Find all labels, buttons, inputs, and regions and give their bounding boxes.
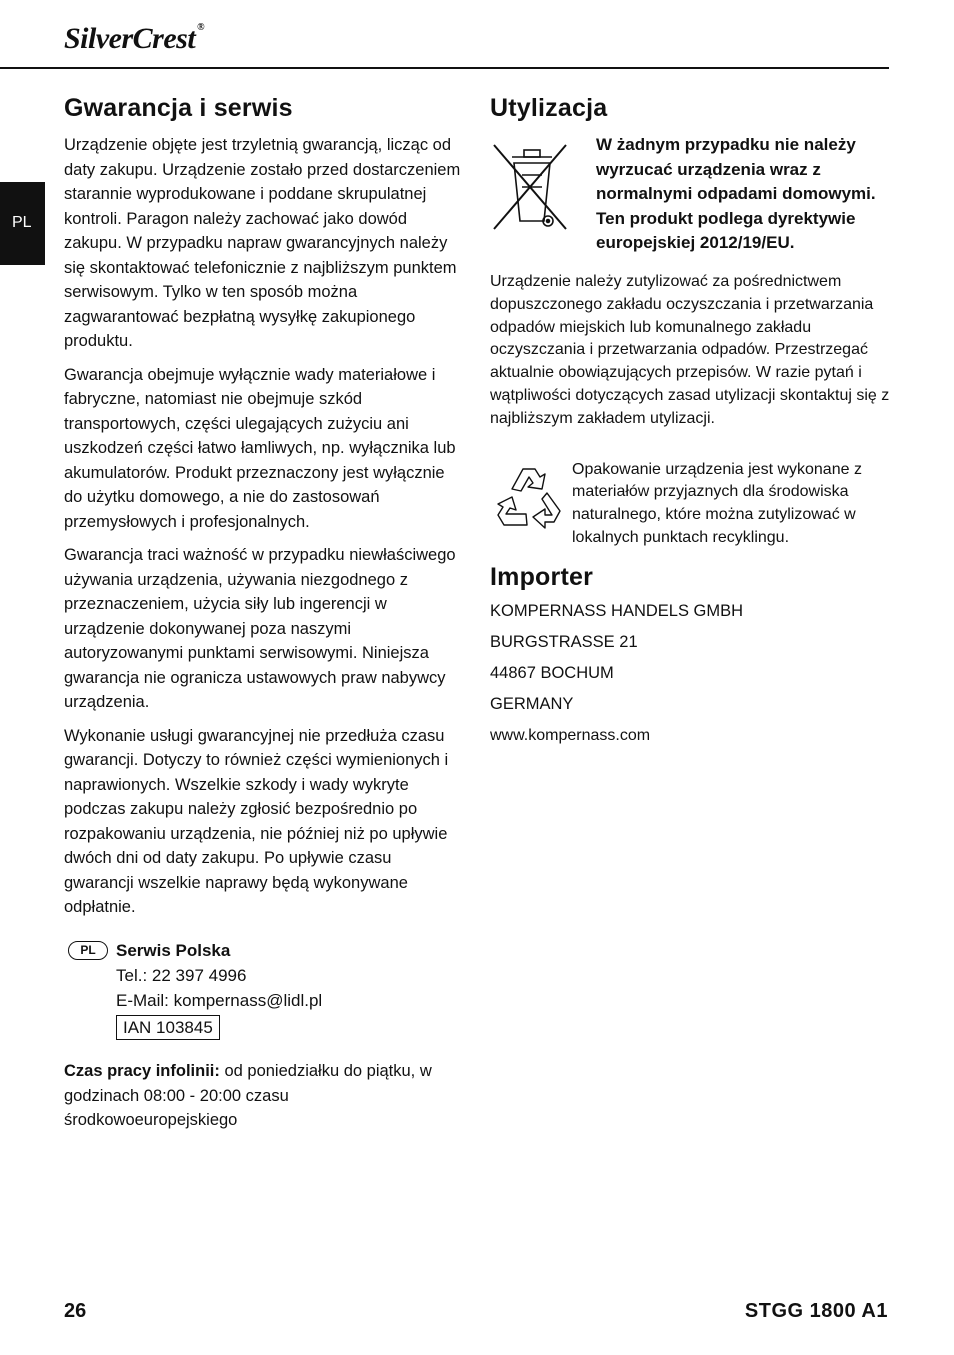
warranty-intro: Urządzenie objęte jest trzyletnią gwarancją, licząc od daty zakupu. Urządzenie zostało przed dostarczeniem starannie wyprodukowane i poddane skrupulatnej kontroli. Paragon należy zachować jako dowód zakupu. W przypadku napraw gwarancyjnych należy się skontaktować telefonicznie z najbliższym punktem serwisowym. Tylko w ten sposób można zagwarantować bezpłatną wysyłkę zakupionego produktu. (64, 136, 461, 350)
importer-section (490, 563, 890, 751)
warranty-paragraph-1: Gwarancja obejmuje wyłącznie wady materiałowe i fabryczne, natomiast nie obejmuje szkód transportowych, części ulegających zużyciu ani uszkodzeń części łatwo łamliwych, np. wyłącznika lub akumulatorów. Produkt przeznaczony jest wyłącznie do użytku domowego, a nie do zastosowań przemysłowych i profesjonalnych. (64, 365, 456, 531)
brand-logo (64, 22, 204, 56)
service-lines (116, 938, 456, 1040)
registered-mark: ® (197, 22, 205, 33)
packaging-text: Opakowanie urządzenia jest wykonane z materiałów przyjaznych dla środowiska naturalnego, które można zutylizować w lokalnych punktach recyklingu. (572, 460, 862, 546)
country-badge: PL (68, 941, 108, 960)
crossed-out-bin-icon (490, 141, 570, 233)
weee-notice (490, 133, 890, 265)
packaging-notice (490, 459, 890, 551)
recycle-icon (490, 459, 566, 529)
importer-city: 44867 BOCHUM (490, 663, 614, 682)
service-email: E-Mail: kompernass@lidl.pl (116, 991, 323, 1010)
disposal-body (490, 271, 890, 431)
weee-warning: W żadnym przypadku nie należy wyrzucać urządzenia wraz z normalnymi odpadami domowymi. Ten produkt podlega dyrektywie europejskiej 2012/19/EU. (596, 135, 876, 252)
service-title: Serwis Polska (116, 941, 231, 960)
ian-number: IAN 103845 (116, 1015, 220, 1040)
disposal-section (490, 94, 890, 751)
language-tab (0, 182, 45, 265)
header-rule (0, 67, 889, 69)
warranty-paragraph-2: Gwarancja traci ważność w przypadku niewłaściwego używania urządzenia, używania niezgodnego z przeznaczeniem, użycia siły lub ingerencji w urządzenie dokonywanej poza naszymi autoryzowanymi punktami serwisowymi. Niniejsza gwarancja nie ogranicza ustawowych praw nabywcy urządzenia. (64, 546, 456, 711)
hotline-hours-text: od poniedziałku do piątku, w godzinach 08:00 - 20:00 czasu środkowoeuropejskiego (64, 1062, 432, 1129)
importer-street: BURGSTRASSE 21 (490, 632, 638, 651)
warranty-heading: Gwarancja i serwis (64, 94, 293, 122)
warranty-paragraph-3: Wykonanie usługi gwarancyjnej nie przedłuża czasu gwarancji. Dotyczy to również części wymienionych i naprawionych. Wszelkie szkody i wady wykryte podczas zakupu należy zgłosić bezpośrednio po rozpakowaniu urządzenia, nie później niż po upływie dwóch dni od daty zakupu. Po upływie czasu gwarancji wszelkie naprawy będą wykonywane odpłatnie. (64, 726, 449, 916)
importer-heading: Importer (490, 562, 594, 591)
language-tab-label: PL (12, 214, 32, 231)
service-phone: Tel.: 22 397 4996 (116, 966, 247, 985)
page-number: 26 (64, 1300, 87, 1322)
importer-website: www.kompernass.com (490, 726, 651, 744)
brand-name: SilverCrest (64, 22, 196, 55)
disposal-text: Urządzenie należy zutylizować za pośrednictwem dopuszczonego zakładu oczyszczania i przetwarzania odpadów miejskich lub komunalnego zakładu oczyszczania i przetwarzania odpadów. Przestrzegać aktualnie obowiązujących przepisów. W razie pytań i wątpliwości dotyczących zasad utylizacji skontaktuj się z najbliższym zakładem utylizacji. (490, 273, 890, 427)
hotline-hours-label: Czas pracy infolinii: (64, 1062, 220, 1080)
hotline-hours (64, 1059, 464, 1133)
importer-country: GERMANY (490, 694, 574, 713)
model-number: STGG 1800 A1 (744, 1300, 888, 1322)
warranty-section (64, 94, 464, 920)
importer-company: KOMPERNASS HANDELS GMBH (490, 601, 744, 620)
disposal-heading: Utylizacja (490, 94, 608, 122)
